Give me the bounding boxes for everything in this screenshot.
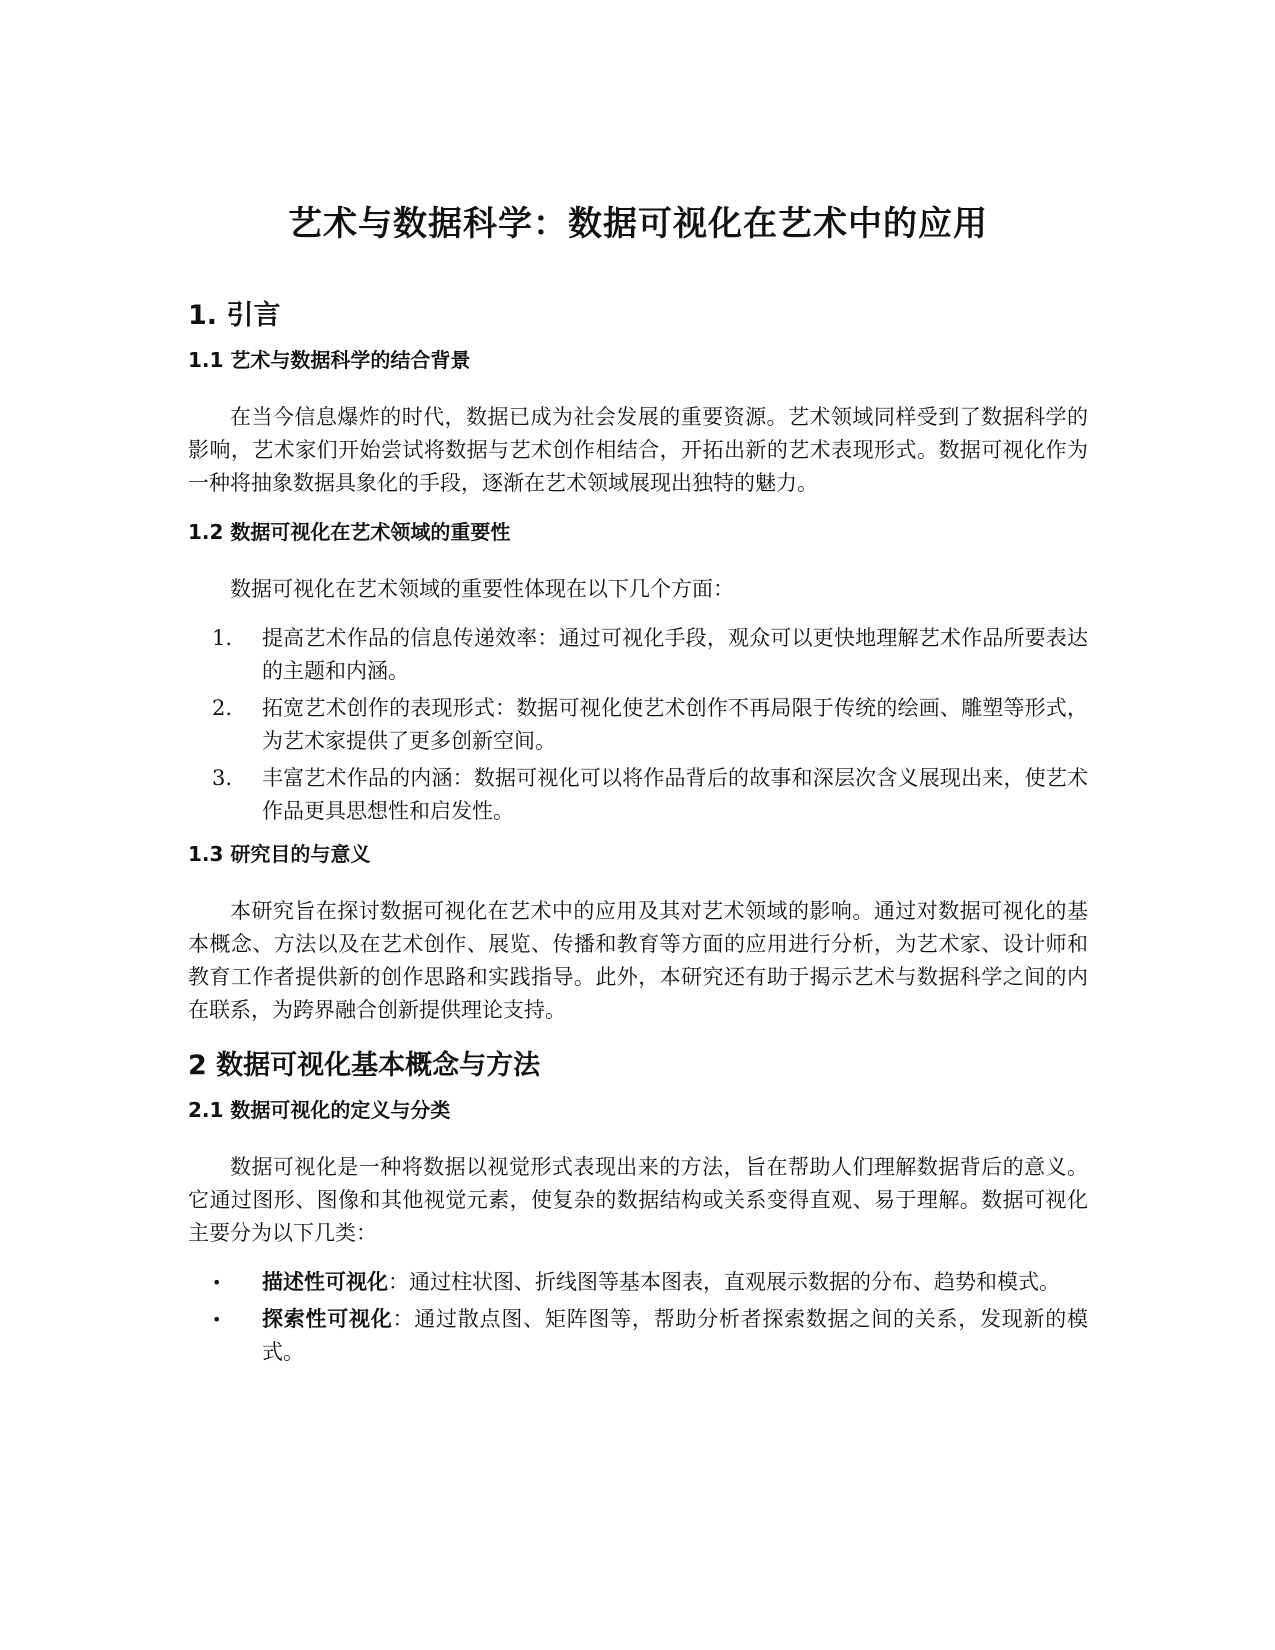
bullet-icon: • (212, 1310, 222, 1329)
list-item (188, 762, 1088, 828)
section-2-heading: 2 数据可视化基本概念与方法 (188, 1050, 541, 1081)
list-item-text: ：通过散点图、矩阵图等，帮助分析者探索数据之间的关系，发现新的模式。 (262, 1307, 1089, 1364)
list-number: 2. (212, 696, 233, 720)
list-item-text: 拓宽艺术创作的表现形式：数据可视化使艺术创作不再局限于传统的绘画、雕塑等形式，为艺术家提供了更多创新空间。 (262, 696, 1088, 753)
importance-list (188, 622, 1088, 828)
section-2-1-heading: 2.1 数据可视化的定义与分类 (188, 1098, 451, 1122)
list-item-term: 探索性可视化 (262, 1307, 393, 1331)
section-1-1-paragraph: 在当今信息爆炸的时代，数据已成为社会发展的重要资源。艺术领域同样受到了数据科学的影响，艺术家们开始尝试将数据与艺术创作相结合，开拓出新的艺术表现形式。数据可视化作为一种将抽象数据具象化的手段，逐渐在艺术领域展现出独特的魅力。 (188, 405, 1088, 495)
document-title: 艺术与数据科学：数据可视化在艺术中的应用 (288, 204, 988, 244)
list-item-term: 描述性可视化 (262, 1270, 388, 1294)
list-number: 1. (212, 626, 233, 650)
section-1-3-heading: 1.3 研究目的与意义 (188, 842, 371, 866)
section-1-2-intro: 数据可视化在艺术领域的重要性体现在以下几个方面： (230, 577, 734, 601)
section-1-3-paragraph: 本研究旨在探讨数据可视化在艺术中的应用及其对艺术领域的影响。通过对数据可视化的基本概念、方法以及在艺术创作、展览、传播和教育等方面的应用进行分析，为艺术家、设计师和教育工作者提供新的创作思路和实践指导。此外，本研究还有助于揭示艺术与数据科学之间的内在联系，为跨界融合创新提供理论支持。 (188, 899, 1088, 1022)
list-item-text: 丰富艺术作品的内涵：数据可视化可以将作品背后的故事和深层次含义展现出来，使艺术作品更具思想性和启发性。 (262, 766, 1088, 823)
list-item-text: 提高艺术作品的信息传递效率：通过可视化手段，观众可以更快地理解艺术作品所要表达的主题和内涵。 (262, 626, 1088, 683)
section-2-1-paragraph: 数据可视化是一种将数据以视觉形式表现出来的方法，旨在帮助人们理解数据背后的意义。它通过图形、图像和其他视觉元素，使复杂的数据结构或关系变得直观、易于理解。数据可视化主要分为以下几类： (188, 1155, 1088, 1245)
section-1-heading: 1. 引言 (188, 300, 281, 331)
list-item (188, 1303, 1088, 1369)
section-1-2-heading: 1.2 数据可视化在艺术领域的重要性 (188, 520, 511, 544)
bullet-icon: • (212, 1273, 222, 1292)
list-number: 3. (212, 766, 233, 790)
list-item (188, 692, 1088, 758)
section-1-1-heading: 1.1 艺术与数据科学的结合背景 (188, 348, 471, 372)
list-item-text: ：通过柱状图、折线图等基本图表，直观展示数据的分布、趋势和模式。 (388, 1270, 1060, 1294)
document-content (188, 196, 1088, 1379)
visualization-type-list (188, 1266, 1088, 1369)
list-item (188, 1266, 1088, 1299)
list-item (188, 622, 1088, 688)
